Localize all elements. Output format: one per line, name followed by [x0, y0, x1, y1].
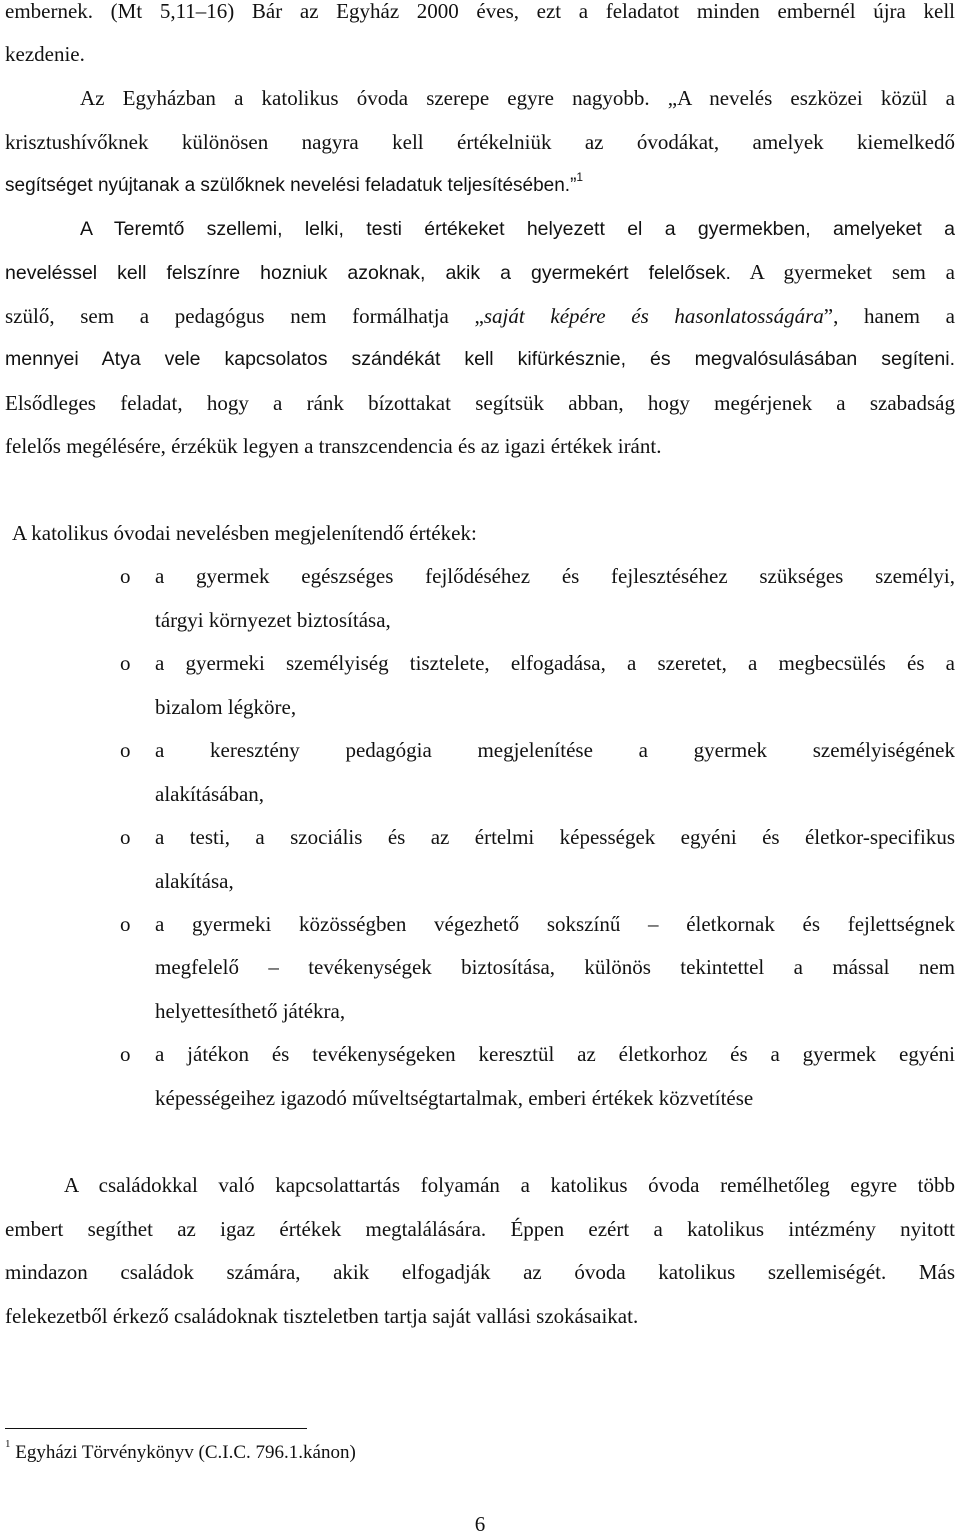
paragraph-line: A családokkal való kapcsolattartás folyamán a katolikus óvoda remélhetőleg egyre több [64, 1173, 955, 1197]
paragraph-line: Elsődleges feladat, hogy a ránk bízottakat segítsük abban, hogy megérjenek a szabadság [5, 391, 955, 415]
paragraph-line: embernek. (Mt 5,11–16) Bár az Egyház 2000 éves, ezt a feladatot minden embernél újra kell [5, 0, 955, 23]
paragraph-line: felekezetből érkező családoknak tiszteletben tartja saját vallási szokásaikat. [5, 1304, 639, 1328]
list-item-line: a gyermek egészséges fejlődéséhez és fejlesztéséhez szükséges személyi, [155, 564, 955, 588]
list-item-line: a gyermeki közösségben végezhető sokszínű – életkornak és fejlettségnek [155, 912, 955, 936]
page-number: 6 [474, 1512, 486, 1536]
list-item-line: a keresztény pedagógia megjelenítése a gyermek személyiségének [155, 738, 955, 762]
sans-text-segment: neveléssel kell felszínre hozniuk azoknak, akik a gyermekért felelősek. [5, 262, 731, 284]
bullet-icon: o [120, 564, 131, 588]
footnote-reference[interactable]: 1 [576, 169, 584, 184]
paragraph-line [5, 171, 955, 201]
paragraph-line: A Teremtő szellemi, lelki, testi értékeket helyezett el a gyermekben, amelyeket a [80, 218, 955, 240]
quote-text: segítséget nyújtanak a szülőknek nevelési feladatuk teljesítésében.” [5, 175, 577, 196]
bullet-icon: o [120, 738, 131, 762]
bullet-icon: o [120, 1042, 131, 1066]
footnote [5, 1438, 605, 1468]
paragraph-line: kezdenie. [5, 42, 85, 66]
paragraph-line: felelős megélésére, érzékük legyen a transzcendencia és az igazi értékek iránt. [5, 434, 662, 458]
italic-quote: saját képére és hasonlatosságára [483, 304, 824, 328]
paragraph-line [5, 257, 955, 287]
text-segment: szülő, sem a pedagógus nem formálhatja „ [5, 304, 484, 328]
list-item-line: alakítása, [155, 869, 234, 893]
bullet-icon: o [120, 651, 131, 675]
list-item-line: tárgyi környezet biztosítása, [155, 608, 391, 632]
text-segment: ”, hanem a [823, 304, 956, 328]
list-item-line: helyettesíthető játékra, [155, 999, 346, 1023]
footnote-separator [5, 1428, 307, 1429]
paragraph-line [5, 301, 955, 331]
list-item-line: a gyermeki személyiség tisztelete, elfogadása, a szeretet, a megbecsülés és a [155, 651, 955, 675]
paragraph-line: embert segíthet az igaz értékek megtalálására. Éppen ezért a katolikus intézmény nyitott [5, 1217, 955, 1241]
bullet-icon: o [120, 912, 131, 936]
list-item-line: képességeihez igazodó műveltségtartalmak, emberi értékek közvetítése [155, 1086, 754, 1110]
list-item-line: alakításában, [155, 782, 265, 806]
paragraph-line: mennyei Atya vele kapcsolatos szándékát kell kifürkésznie, és megvalósulásában segíteni. [5, 348, 955, 370]
list-item-line: bizalom légköre, [155, 695, 297, 719]
paragraph-line: krisztushívőknek különösen nagyra kell értékelniük az óvodákat, amelyek kiemelkedő [5, 130, 955, 154]
serif-text-segment: A gyermeket sem a [730, 260, 955, 284]
paragraph-line: Az Egyházban a katolikus óvoda szerepe egyre nagyobb. „A nevelés eszközei közül a [80, 86, 955, 110]
footnote-number: 1 [5, 1437, 11, 1450]
footnote-text: Egyházi Törvénykönyv (C.I.C. 796.1.kánon) [10, 1442, 356, 1463]
list-heading: A katolikus óvodai nevelésben megjelenítendő értékek: [12, 521, 477, 545]
list-item-line: megfelelő – tevékenységek biztosítása, különös tekintettel a mással nem [155, 955, 955, 979]
list-item-line: a testi, a szociális és az értelmi képességek egyéni és életkor-specifikus [155, 825, 955, 849]
bullet-icon: o [120, 825, 131, 849]
paragraph-line: mindazon családok számára, akik elfogadják az óvoda katolikus szellemiségét. Más [5, 1260, 955, 1284]
list-item-line: a játékon és tevékenységeken keresztül az életkorhoz és a gyermek egyéni [155, 1042, 955, 1066]
